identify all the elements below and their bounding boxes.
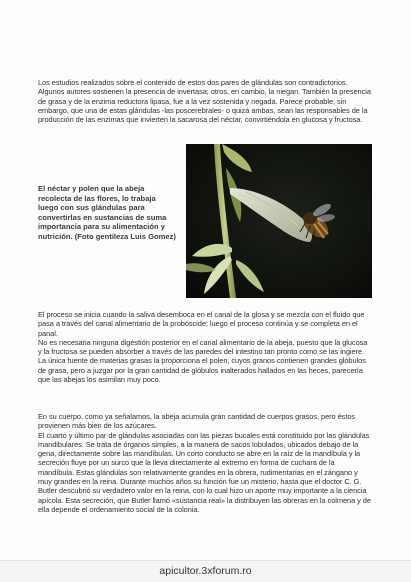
text-block-proceso — [38, 310, 372, 384]
paragraph-proceso-saliva: El proceso se inicia cuando la saliva desemboca en el canal de la glosa y se mezcla con el fluido que pasa a través del canal alimentario de la probóscide; luego el proceso continúa y se completa en el panal. — [38, 310, 365, 338]
footer-bar — [0, 560, 411, 582]
footer-site-link[interactable]: apicultor.3xforum.ro — [159, 565, 252, 577]
paragraph-digestion: No es necesaria ninguna digestión posterior en el canal alimentario de la abeja, puesto que la glucosa y la fructosa se pueden absorber a través de las paredes del intestino tan pronto como se las ingiere. La única fuente de materias grasas la proporciona el polen, cuyos granos contienen grandes glóbulos de grasa, pero a juzgar por la gran cantidad de glóbulos inalterados hallados en las heces, parecería que las abejas los asimilan muy poco. — [38, 337, 368, 385]
paragraph-glandulas-contenido: Los estudios realizados sobre el contenido de estos dos pares de glándulas son contradictorios. Algunos autores sostienen la presencia de invertasa; otros, en cambio, la niegan. También la presencia de grasa y de la enzima reductora lipasa, fue a la vez sostenida y negada. Parece probable, sin embargo, que una de estas glándulas -las poscerebrales- o quizá ambas, sean las responsables de la producción de las enzimas que invierten la sacarosa del néctar, convirtiéndola en glucosa y fructosa. — [38, 78, 371, 125]
bee-on-flower-photo — [186, 144, 372, 298]
bee-photo-illustration — [186, 144, 372, 298]
photo-caption: El néctar y polen que la abeja recolecta de las flores, lo trabaja luego con sus glándulas para convertirlas en sustancias de suma importancia para su alimentación y nutrición. (Foto gentileza Luis Gomez) — [38, 184, 176, 241]
paragraph-glandulas-mandibulares: El cuarto y último par de glándulas asociadas con las piezas bucales está constituido por las glándulas mandibulares. Se trata de órganos simples, a la manera de sacos lobulados, ubicados debajo de la gena, directamente sobre las mandíbulas. Un corto conducto se abre en la raíz de la mandíbula y la secreción fluye por un surco que la lleva directamente al extremo en forma de cuchara de la mandíbula. Estas glándulas son relativamente grandes en la obrera, rudimentarias en el zángano y muy grandes en la reina. Durante muchos años su función fue un misterio, hasta que el doctor C. G. Butler descubrió su verdadero valor en la reina, con lo cual hizo un aporte muy importante a la ciencia apícola. Esta secreción, que Butler llamó «sustancia real» la distribuyen las obreras en la colmena y de ella depende el ordenamiento social de la colonia. — [38, 430, 371, 514]
paragraph-cuerpos-grasos: En su cuerpo, como ya señalamos, la abeja acumula gran cantidad de cuerpos grasos, pero éstos provienen más bien de los azúcares. — [38, 412, 356, 431]
text-block-glandulas-mandibulares — [38, 412, 372, 514]
